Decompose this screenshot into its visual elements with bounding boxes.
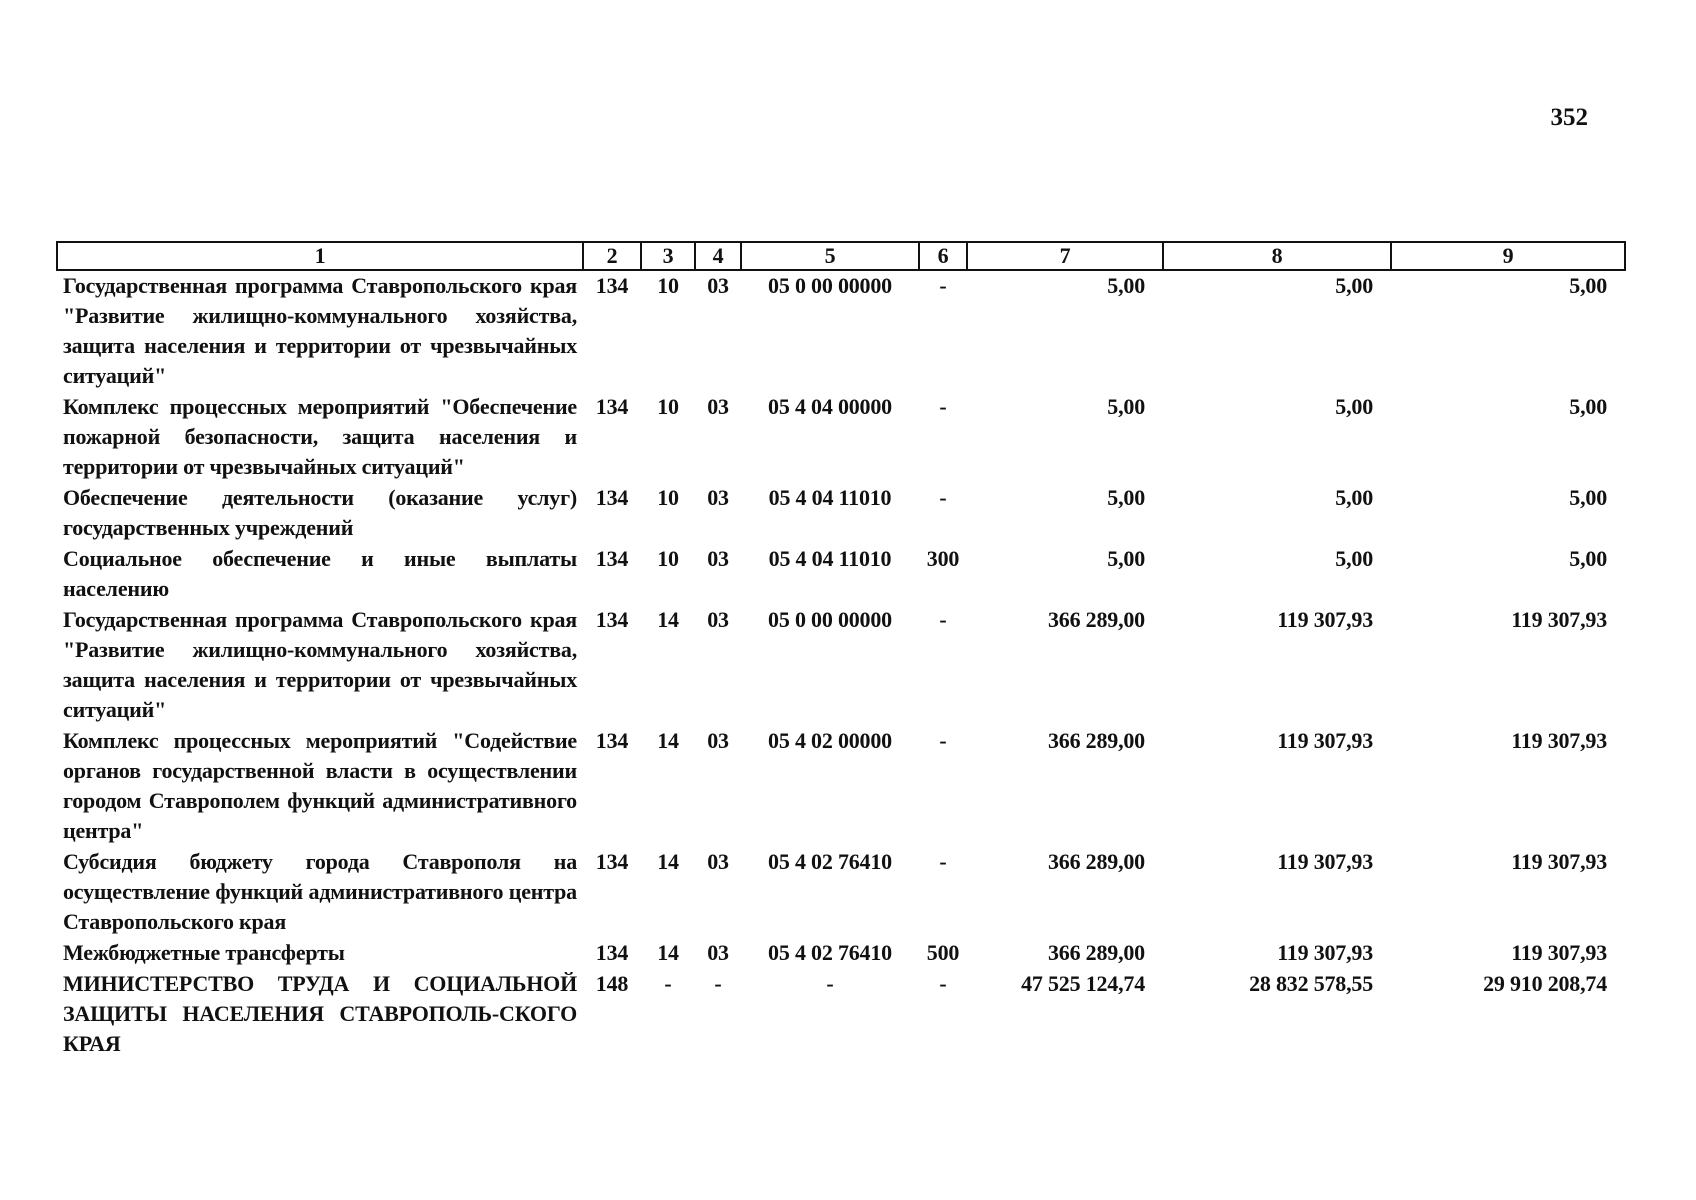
row-code-ministry: 134 (595, 940, 629, 965)
row-amount-7: 5,00 (1107, 273, 1145, 298)
column-header-9: 9 (1391, 242, 1625, 270)
row-name: Субсидия бюджету города Ставрополя на осуществление функций административного центра Ставропольского края (63, 849, 577, 934)
row-code-subsection: 03 (707, 849, 729, 874)
row-amount-7: 5,00 (1107, 394, 1145, 419)
row-code-expense-type: - (939, 485, 947, 510)
row-code-section: 10 (657, 546, 679, 571)
table-row (57, 969, 1625, 1060)
row-code-expense-type: - (939, 849, 947, 874)
row-amount-9: 5,00 (1569, 485, 1607, 510)
column-header-3: 3 (641, 242, 695, 270)
row-name: Социальное обеспечение и иные выплаты населению (63, 546, 577, 601)
row-code-expense-type: 500 (926, 940, 960, 965)
row-code-ministry: 134 (595, 394, 629, 419)
page-number: 352 (1550, 104, 1588, 131)
row-amount-7: 366 289,00 (1047, 728, 1145, 753)
row-amount-9: 119 307,93 (1511, 728, 1607, 753)
row-code-subsection: 03 (707, 728, 729, 753)
table-row (57, 270, 1625, 392)
row-amount-9: 119 307,93 (1511, 607, 1607, 632)
column-header-7: 7 (967, 242, 1163, 270)
table-row (57, 847, 1625, 938)
row-code-section: 14 (657, 940, 679, 965)
row-amount-7: 366 289,00 (1047, 607, 1145, 632)
row-code-ministry: 134 (595, 607, 629, 632)
row-code-ministry: 134 (595, 273, 629, 298)
row-amount-7: 366 289,00 (1047, 940, 1145, 965)
row-name: МИНИСТЕРСТВО ТРУДА И СОЦИАЛЬНОЙ ЗАЩИТЫ НАСЕЛЕНИЯ СТАВРОПОЛЬ-СКОГО КРАЯ (63, 971, 577, 1056)
row-code-target: 05 4 04 11010 (768, 485, 892, 510)
row-code-target: 05 4 02 76410 (768, 940, 892, 965)
row-amount-9: 5,00 (1569, 273, 1607, 298)
row-code-expense-type: 300 (926, 546, 960, 571)
row-amount-9: 5,00 (1569, 394, 1607, 419)
column-header-1: 1 (57, 242, 583, 270)
row-code-expense-type: - (939, 607, 947, 632)
table-row (57, 483, 1625, 544)
row-amount-9: 29 910 208,74 (1483, 971, 1607, 996)
row-amount-7: 5,00 (1107, 485, 1145, 510)
row-amount-8: 28 832 578,55 (1249, 971, 1373, 996)
row-code-ministry: 134 (595, 728, 629, 753)
row-amount-8: 5,00 (1335, 485, 1373, 510)
row-amount-9: 5,00 (1569, 546, 1607, 571)
row-code-target: - (826, 971, 834, 996)
row-code-subsection: 03 (707, 394, 729, 419)
table-row (57, 392, 1625, 483)
row-amount-7: 5,00 (1107, 546, 1145, 571)
row-code-expense-type: - (939, 394, 947, 419)
table-row (57, 544, 1625, 605)
row-code-subsection: 03 (707, 485, 729, 510)
row-name: Государственная программа Ставропольского края "Развитие жилищно-коммунального хозяйства, защита населения и территории от чрезвычайных ситуаций" (63, 273, 577, 388)
row-amount-9: 119 307,93 (1511, 940, 1607, 965)
column-header-2: 2 (583, 242, 641, 270)
row-code-ministry: 134 (595, 849, 629, 874)
row-code-target: 05 4 04 11010 (768, 546, 892, 571)
row-name: Государственная программа Ставропольского края "Развитие жилищно-коммунального хозяйства, защита населения и территории от чрезвычайных ситуаций" (63, 607, 577, 722)
table-header-row (57, 242, 1625, 270)
row-code-target: 05 4 04 00000 (768, 394, 892, 419)
row-code-subsection: 03 (707, 546, 729, 571)
row-code-section: 14 (657, 607, 679, 632)
row-code-section: 14 (657, 728, 679, 753)
budget-table (56, 241, 1626, 1060)
row-amount-8: 119 307,93 (1277, 728, 1373, 753)
row-amount-8: 119 307,93 (1277, 849, 1373, 874)
row-code-subsection: - (714, 971, 722, 996)
row-code-section: 14 (657, 849, 679, 874)
table-row (57, 605, 1625, 726)
row-name: Комплекс процессных мероприятий "Содействие органов государственной власти в осуществлении городом Ставрополем функций административного центра" (63, 728, 577, 843)
row-amount-9: 119 307,93 (1511, 849, 1607, 874)
row-code-expense-type: - (939, 728, 947, 753)
row-code-section: 10 (657, 485, 679, 510)
column-header-5: 5 (741, 242, 919, 270)
row-code-target: 05 4 02 00000 (768, 728, 892, 753)
row-code-section: 10 (657, 273, 679, 298)
row-code-expense-type: - (939, 273, 947, 298)
column-header-8: 8 (1163, 242, 1391, 270)
row-amount-8: 5,00 (1335, 394, 1373, 419)
column-header-4: 4 (695, 242, 741, 270)
row-amount-8: 119 307,93 (1277, 940, 1373, 965)
row-code-section: 10 (657, 394, 679, 419)
row-amount-8: 119 307,93 (1277, 607, 1373, 632)
row-code-ministry: 134 (595, 485, 629, 510)
row-code-subsection: 03 (707, 273, 729, 298)
row-code-target: 05 0 00 00000 (768, 607, 892, 632)
table-row (57, 938, 1625, 969)
row-code-target: 05 0 00 00000 (768, 273, 892, 298)
row-code-ministry: 148 (595, 971, 629, 996)
row-name: Обеспечение деятельности (оказание услуг) государственных учреждений (63, 485, 577, 540)
row-code-section: - (664, 971, 672, 996)
row-code-target: 05 4 02 76410 (768, 849, 892, 874)
row-name: Межбюджетные трансферты (63, 940, 345, 965)
row-amount-7: 47 525 124,74 (1021, 971, 1145, 996)
column-header-6: 6 (919, 242, 967, 270)
row-amount-8: 5,00 (1335, 273, 1373, 298)
table-row (57, 726, 1625, 847)
row-code-expense-type: - (939, 971, 947, 996)
row-name: Комплекс процессных мероприятий "Обеспечение пожарной безопасности, защита населения и территории от чрезвычайных ситуаций" (63, 394, 577, 479)
row-code-ministry: 134 (595, 546, 629, 571)
row-amount-7: 366 289,00 (1047, 849, 1145, 874)
row-amount-8: 5,00 (1335, 546, 1373, 571)
row-code-subsection: 03 (707, 607, 729, 632)
row-code-subsection: 03 (707, 940, 729, 965)
